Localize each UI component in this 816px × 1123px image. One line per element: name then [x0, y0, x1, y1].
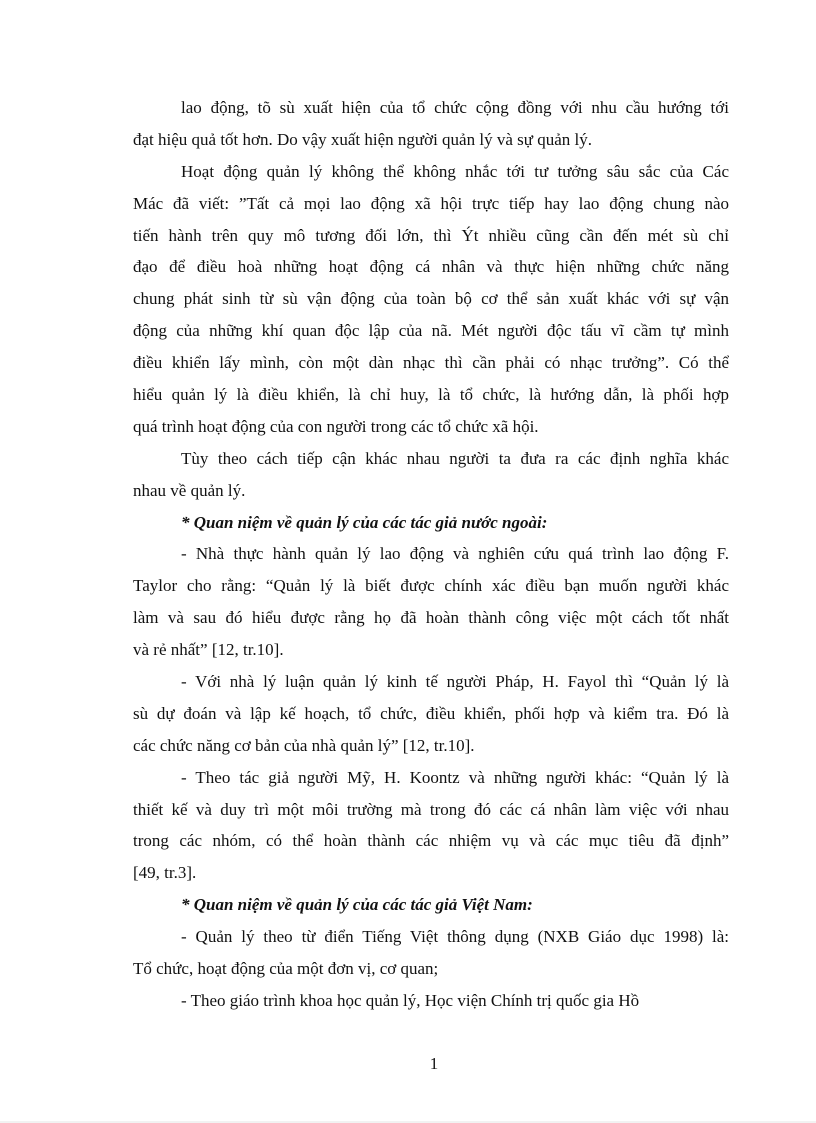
text-line: Tùy theo cách tiếp cận khác nhau người ta đưa ra các định nghĩa khác: [181, 448, 729, 468]
text-line: sù dự đoán và lập kế hoạch, tổ chức, điều khiển, phối hợp và kiểm tra. Đó là: [133, 703, 729, 723]
text-line: Tổ chức, hoạt động của một đơn vị, cơ quan;: [133, 959, 439, 979]
text-line: lao động, tõ sù xuất hiện của tổ chức cộng đồng với nhu cầu hướng tới: [181, 98, 729, 117]
page-number: 1: [429, 1054, 439, 1073]
text-line: nhau về quản lý.: [133, 480, 246, 500]
text-line: và rẻ nhất” [12, tr.10].: [133, 640, 284, 660]
text-line: động của những khí quan độc lập của nã. Mét người độc tấu vĩ cầm tự mình: [133, 321, 729, 341]
text-line: Taylor cho rằng: “Quản lý là biết được chính xác điều bạn muốn người khác: [133, 576, 729, 596]
text-line: thiết kế và duy trì một môi trường mà trong đó các cá nhân làm việc với nhau: [133, 799, 729, 819]
text-line: làm và sau đó hiểu được rằng họ đã hoàn thành công việc một cách tốt nhất: [133, 608, 729, 628]
text-line: Hoạt động quản lý không thể không nhắc tới tư tưởng sâu sắc của Các: [181, 161, 729, 181]
text-line: Mác đã viết: ”Tất cả mọi lao động xã hội trực tiếp hay lao động chung nào: [133, 193, 729, 213]
text-line: - Nhà thực hành quản lý lao động và nghiên cứu quá trình lao động F.: [181, 544, 729, 564]
text-line: chung phát sinh từ sù vận động của toàn bộ cơ thể sản xuất khác với sự vận: [133, 289, 729, 309]
text-line: [49, tr.3].: [133, 863, 197, 883]
section-heading: * Quan niệm về quản lý của các tác giả Việt Nam:: [181, 895, 533, 915]
text-line: quá trình hoạt động của con người trong các tổ chức xã hội.: [133, 416, 539, 436]
text-line: - Quản lý theo từ điển Tiếng Việt thông dụng (NXB Giáo dục 1998) là:: [181, 927, 729, 947]
text-line: - Theo giáo trình khoa học quản lý, Học viện Chính trị quốc gia Hồ: [181, 990, 640, 1010]
document-body: [133, 92, 729, 1017]
text-line: các chức năng cơ bản của nhà quản lý” [12, tr.10].: [133, 735, 475, 755]
text-line: trong các nhóm, có thể hoàn thành các nhiệm vụ và các mục tiêu đã định”: [133, 831, 729, 851]
text-line: điều khiển lấy mình, còn một dàn nhạc thì cần phải có nhạc trưởng”. Có thể: [133, 353, 729, 373]
text-line: đạt hiệu quả tốt hơn. Do vậy xuất hiện người quản lý và sự quản lý.: [133, 129, 592, 149]
text-line: - Với nhà lý luận quản lý kinh tế người Pháp, H. Fayol thì “Quản lý là: [181, 672, 729, 692]
text-line: tiến hành trên quy mô tương đối lớn, thì Ýt nhiều cũng cần đến mét sù chỉ: [133, 225, 729, 245]
text-line: - Theo tác giả người Mỹ, H. Koontz và những người khác: “Quản lý là: [181, 767, 729, 787]
text-line: đạo để điều hoà những hoạt động cá nhân và thực hiện những chức năng: [133, 257, 729, 277]
text-line: hiểu quản lý là điều khiển, là chỉ huy, là tổ chức, là hướng dẫn, là phối hợp: [133, 385, 729, 405]
section-heading: * Quan niệm về quản lý của các tác giả nước ngoài:: [181, 512, 548, 532]
